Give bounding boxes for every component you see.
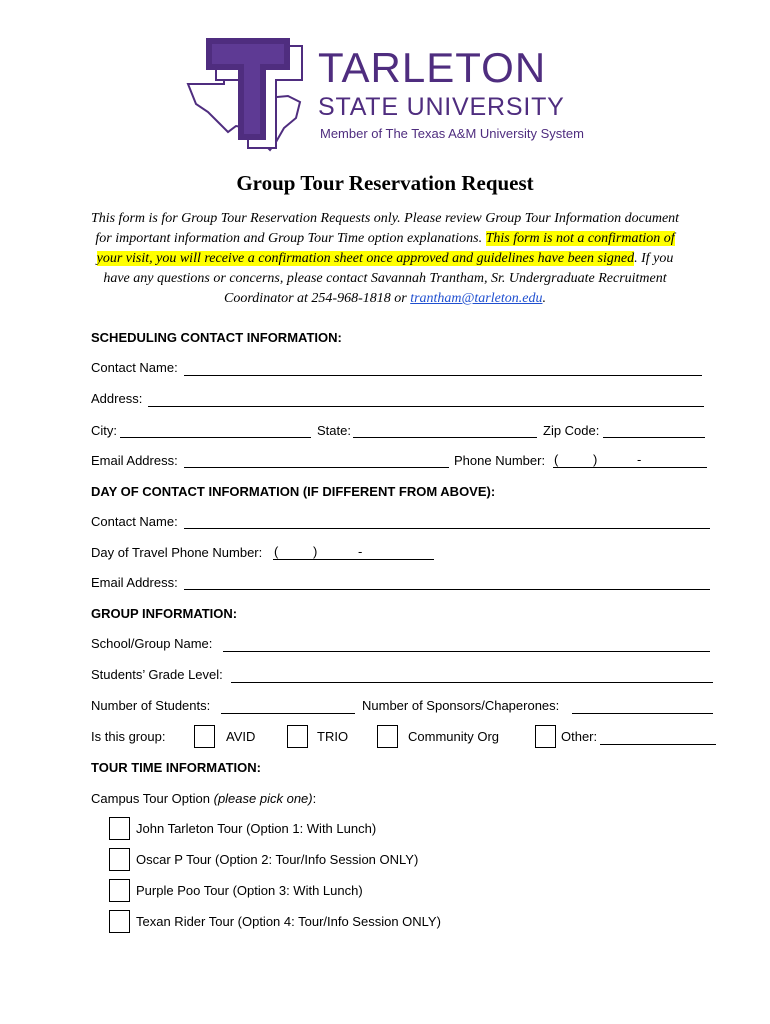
trio-label: TRIO (317, 729, 349, 744)
phone-dash: - (637, 452, 642, 467)
group-type-label: Is this group: (91, 729, 166, 744)
campus-tour-text: Campus Tour Option (91, 791, 214, 806)
school-label: School/Group Name: (91, 636, 213, 651)
intro-paragraph (88, 209, 682, 309)
intro-text-1: This form is for Group Tour Reservation Requests only. Please review Group Tour Information document for important information and Group Tour Time option explanations. (90, 211, 680, 246)
day-contact-name-label: Contact Name: (91, 514, 178, 529)
tour-heading: TOUR TIME INFORMATION: (91, 760, 261, 775)
phone-label: Phone Number: (454, 453, 546, 468)
email-field[interactable] (184, 467, 449, 468)
campus-tour-note: (please pick one) (213, 791, 313, 806)
state-label: State: (317, 423, 351, 438)
brand-name: TARLETON (318, 44, 547, 91)
num-students-label: Number of Students: (91, 698, 211, 713)
phone-field[interactable] (553, 467, 707, 468)
num-sponsors-label: Number of Sponsors/Chaperones: (362, 698, 560, 713)
other-checkbox[interactable] (535, 725, 556, 748)
campus-tour-label (91, 791, 316, 806)
contact-name-label: Contact Name: (91, 360, 178, 375)
grade-label: Students’ Grade Level: (91, 667, 223, 682)
tour-option-2-checkbox[interactable] (109, 848, 130, 871)
travel-phone-open-paren: ( (274, 544, 279, 559)
address-field[interactable] (148, 406, 704, 407)
travel-phone-close-paren: ) (313, 544, 318, 559)
contact-name-field[interactable] (184, 375, 702, 376)
other-field[interactable] (600, 744, 716, 745)
day-of-heading: DAY OF CONTACT INFORMATION (IF DIFFERENT FROM ABOVE): (91, 484, 496, 499)
phone-open-paren: ( (554, 452, 559, 467)
tour-option-4-checkbox[interactable] (109, 910, 130, 933)
tour-option-1-checkbox[interactable] (109, 817, 130, 840)
travel-phone-label: Day of Travel Phone Number: (91, 545, 263, 560)
zip-field[interactable] (603, 437, 705, 438)
avid-checkbox[interactable] (194, 725, 215, 748)
other-label: Other: (561, 729, 598, 744)
tarleton-t-logo (178, 32, 306, 156)
avid-label: AVID (226, 729, 256, 744)
zip-label: Zip Code: (543, 423, 600, 438)
travel-phone-dash: - (358, 544, 363, 559)
travel-phone-field[interactable] (273, 559, 434, 560)
scheduling-heading: SCHEDULING CONTACT INFORMATION: (91, 330, 342, 345)
tour-option-3-checkbox[interactable] (109, 879, 130, 902)
brand-subtitle: STATE UNIVERSITY (318, 93, 565, 121)
day-email-field[interactable] (184, 589, 710, 590)
city-label: City: (91, 423, 117, 438)
phone-close-paren: ) (593, 452, 598, 467)
community-org-label: Community Org (408, 729, 500, 744)
contact-email-link[interactable]: trantham@tarleton.edu (410, 291, 543, 306)
tour-option-2-label: Oscar P Tour (Option 2: Tour/Info Session ONLY) (136, 852, 419, 867)
community-org-checkbox[interactable] (377, 725, 398, 748)
page-title: Group Tour Reservation Request (236, 171, 534, 195)
day-email-label: Email Address: (91, 575, 178, 590)
campus-tour-colon: : (312, 791, 317, 806)
num-sponsors-field[interactable] (572, 713, 713, 714)
day-contact-name-field[interactable] (184, 528, 710, 529)
intro-highlight: This form is not a confirmation of your visit, you will receive a confirmation sheet once approved and guidelines have been signed (96, 231, 675, 266)
num-students-field[interactable] (221, 713, 355, 714)
tour-option-1-label: John Tarleton Tour (Option 1: With Lunch) (136, 821, 377, 836)
group-heading: GROUP INFORMATION: (91, 606, 238, 621)
tour-option-4-label: Texan Rider Tour (Option 4: Tour/Info Session ONLY) (136, 914, 441, 929)
email-label: Email Address: (91, 453, 178, 468)
intro-end: . (542, 291, 546, 306)
intro-text-2: . If you have any questions or concerns, please contact Savannah Trantham, Sr. Undergraduate Recruitment Coordinator at 254-968-1818 or (103, 251, 674, 306)
city-field[interactable] (120, 437, 311, 438)
brand-member: Member of The Texas A&M University System (320, 126, 584, 141)
trio-checkbox[interactable] (287, 725, 308, 748)
state-field[interactable] (353, 437, 537, 438)
address-label: Address: (91, 391, 143, 406)
school-field[interactable] (223, 651, 710, 652)
grade-field[interactable] (231, 682, 713, 683)
tour-option-3-label: Purple Poo Tour (Option 3: With Lunch) (136, 883, 363, 898)
